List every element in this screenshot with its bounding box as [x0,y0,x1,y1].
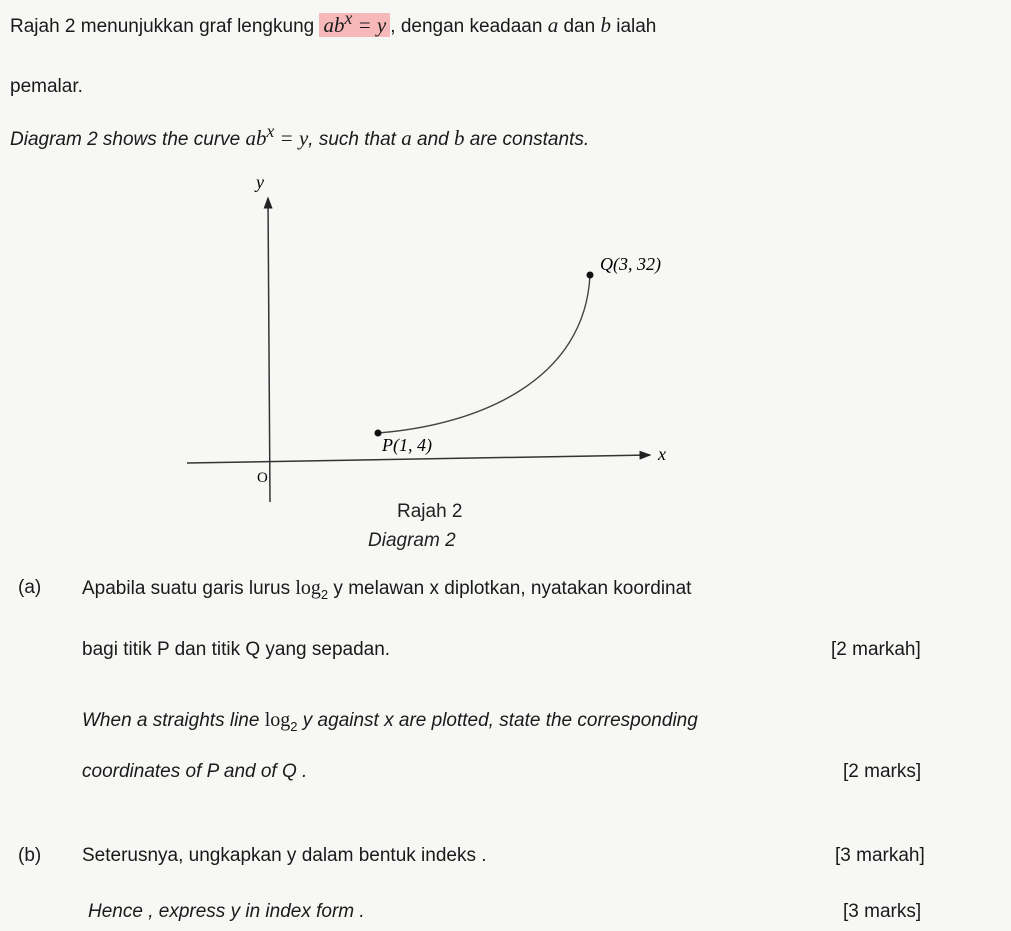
text: Apabila suatu garis lurus [82,578,296,599]
caption-malay: Rajah 2 [397,501,463,522]
text: dan [558,16,601,37]
part-b-number: (b) [18,845,42,866]
text: ialah [610,16,657,37]
text: and [411,129,454,150]
log: log [264,709,291,731]
part-b-marks-english: [3 marks] [843,901,922,922]
curve [378,275,590,433]
part-b-malay: Seterusnya, ungkapkan y dalam bentuk indeks . [82,845,487,866]
y-axis [268,198,270,502]
part-a-english-line2: coordinates of P and of Q . [82,761,308,782]
part-a-malay-line1 [82,577,691,602]
eq-rest: = y [274,126,309,150]
point-p [375,430,382,437]
x-label: x [658,444,666,464]
eq: ab [323,13,345,37]
var-b: b [454,126,465,150]
eq: ab [245,126,267,150]
text: When a straights line [82,710,265,731]
y-label: y [256,172,264,192]
x-axis [187,455,650,463]
var-a: a [401,126,412,150]
part-b-marks-malay: [3 markah] [835,845,925,866]
text: Diagram 2 shows the curve [10,129,246,150]
log: log [295,577,321,599]
text: , dengan keadaan [390,16,548,37]
q-label: Q(3, 32) [600,254,661,274]
caption-english: Diagram 2 [368,530,456,551]
text: are constants. [464,129,590,150]
part-a-number: (a) [18,577,42,598]
intro-malay-line2: pemalar. [10,76,83,97]
text: Rajah 2 menunjukkan graf lengkung [10,16,320,37]
part-a-malay-line2: bagi titik P dan titik Q yang sepadan. [82,639,391,660]
log-base: 2 [290,718,298,734]
part-a-marks-english: [2 marks] [843,761,922,782]
eq-exp: x [266,121,275,141]
text: , such that [308,129,402,150]
text: y against x are plotted, state the corresponding [297,710,698,731]
part-a-english-line1 [82,709,698,734]
var-b: b [600,13,611,37]
point-q [587,272,594,279]
eq-exp: x [344,8,353,28]
part-b-english: Hence , express y in index form . [88,901,365,922]
part-a-marks-malay: [2 markah] [831,639,921,660]
p-label: P(1, 4) [382,435,432,455]
log-base: 2 [320,586,329,602]
var-a: a [547,13,559,37]
origin-label: O [257,470,268,486]
text: y melawan x diplotkan, nyatakan koordinat [328,578,692,599]
eq-rest: = y [352,13,387,37]
